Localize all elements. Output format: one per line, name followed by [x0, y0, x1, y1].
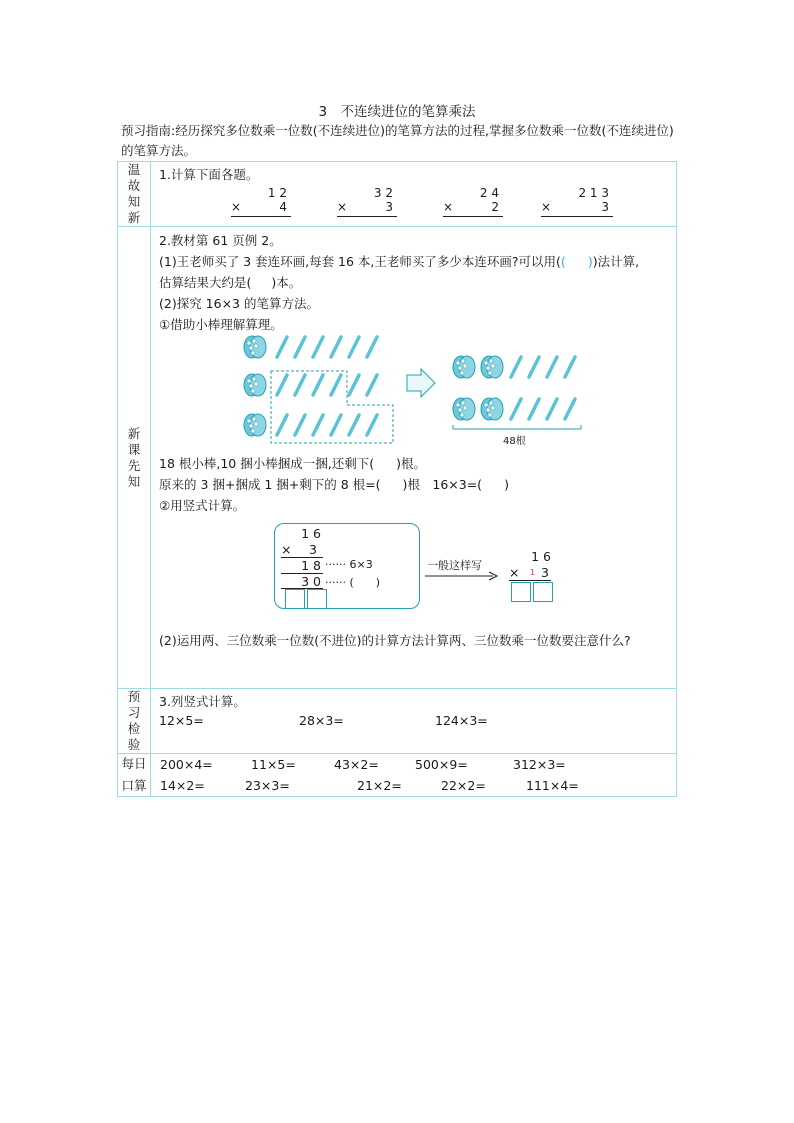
stick-remainder-line: 18 根小棒,10 捆小棒捆成一捆,还剩下( )根。 — [159, 456, 426, 471]
check-content — [151, 689, 677, 754]
check-item: 12×5= — [159, 713, 204, 728]
daily-item: 312×3= — [513, 757, 566, 772]
arrow-label: 一般这样写 — [427, 559, 482, 572]
daily-item: 21×2= — [357, 778, 402, 793]
answer-boxes[interactable] — [285, 589, 329, 609]
new-heading: 2.教材第 61 页例 2。 — [159, 233, 282, 248]
question-2: (2)探究 16×3 的笔算方法。 — [159, 296, 319, 311]
daily-item: 11×5= — [251, 757, 296, 772]
question-3: (2)运用两、三位数乘一位数(不进位)的计算方法计算两、三位数乘一位数要注意什么? — [159, 633, 631, 648]
question-1-line-1: (1)王老师买了 3 套连环画,每套 16 本,王老师买了多少本连环画?可以用(( ))法计算, — [159, 254, 640, 269]
stick-total-line: 原来的 3 捆+捆成 1 捆+剩下的 8 根=( )根 16×3=( ) — [159, 477, 509, 492]
review-heading: 1.计算下面各题。 — [159, 167, 259, 182]
daily-item: 43×2= — [334, 757, 379, 772]
section-label-daily: 每日 口算 — [118, 754, 151, 797]
page-title: 3 不连续进位的笔算乘法 — [318, 104, 476, 120]
daily-item: 111×4= — [526, 778, 579, 793]
right-arrow-icon — [425, 571, 499, 581]
check-item: 124×3= — [435, 713, 488, 728]
worksheet-table — [117, 161, 677, 797]
review-problem-2: 3 2 × 3 — [337, 186, 397, 220]
answer-boxes-compact[interactable] — [511, 582, 555, 602]
vertical-calc-box: 1 6 × 3 1 8 ······ 6×3 3 0 ······ ( ) — [274, 523, 420, 609]
section-label-check: 预 习 检 验 — [118, 689, 151, 754]
daily-item: 500×9= — [415, 757, 468, 772]
review-problem-4: 2 1 3 × 3 — [541, 186, 613, 220]
new-lesson-content — [151, 227, 677, 689]
section-label-review: 温 故 知 新 — [118, 162, 151, 227]
stick-total-label: 48根 — [503, 436, 526, 447]
daily-item: 22×2= — [441, 778, 486, 793]
daily-item: 200×4= — [160, 757, 213, 772]
review-content — [151, 162, 677, 227]
check-heading: 3.列竖式计算。 — [159, 694, 246, 709]
daily-content — [151, 754, 677, 797]
question-1-line-2: 估算结果大约是( )本。 — [159, 275, 302, 290]
step-2: ②用竖式计算。 — [159, 498, 246, 513]
preview-guide: 预习指南:经历探究多位数乘一位数(不连续进位)的笔算方法的过程,掌握多位数乘一位数(不连续进位)的笔算方法。 — [121, 123, 674, 158]
section-label-new: 新 课 先 知 — [118, 227, 151, 689]
vertical-calc-compact: 1 6 × 1 3 — [507, 547, 557, 607]
step-1: ①借助小棒理解算理。 — [159, 317, 283, 332]
daily-item: 23×3= — [245, 778, 290, 793]
daily-item: 14×2= — [160, 778, 205, 793]
review-problem-1: 1 2 × 4 — [231, 186, 291, 220]
sticks-illustration — [239, 333, 629, 453]
review-problem-3: 2 4 × 2 — [443, 186, 503, 220]
check-item: 28×3= — [299, 713, 344, 728]
